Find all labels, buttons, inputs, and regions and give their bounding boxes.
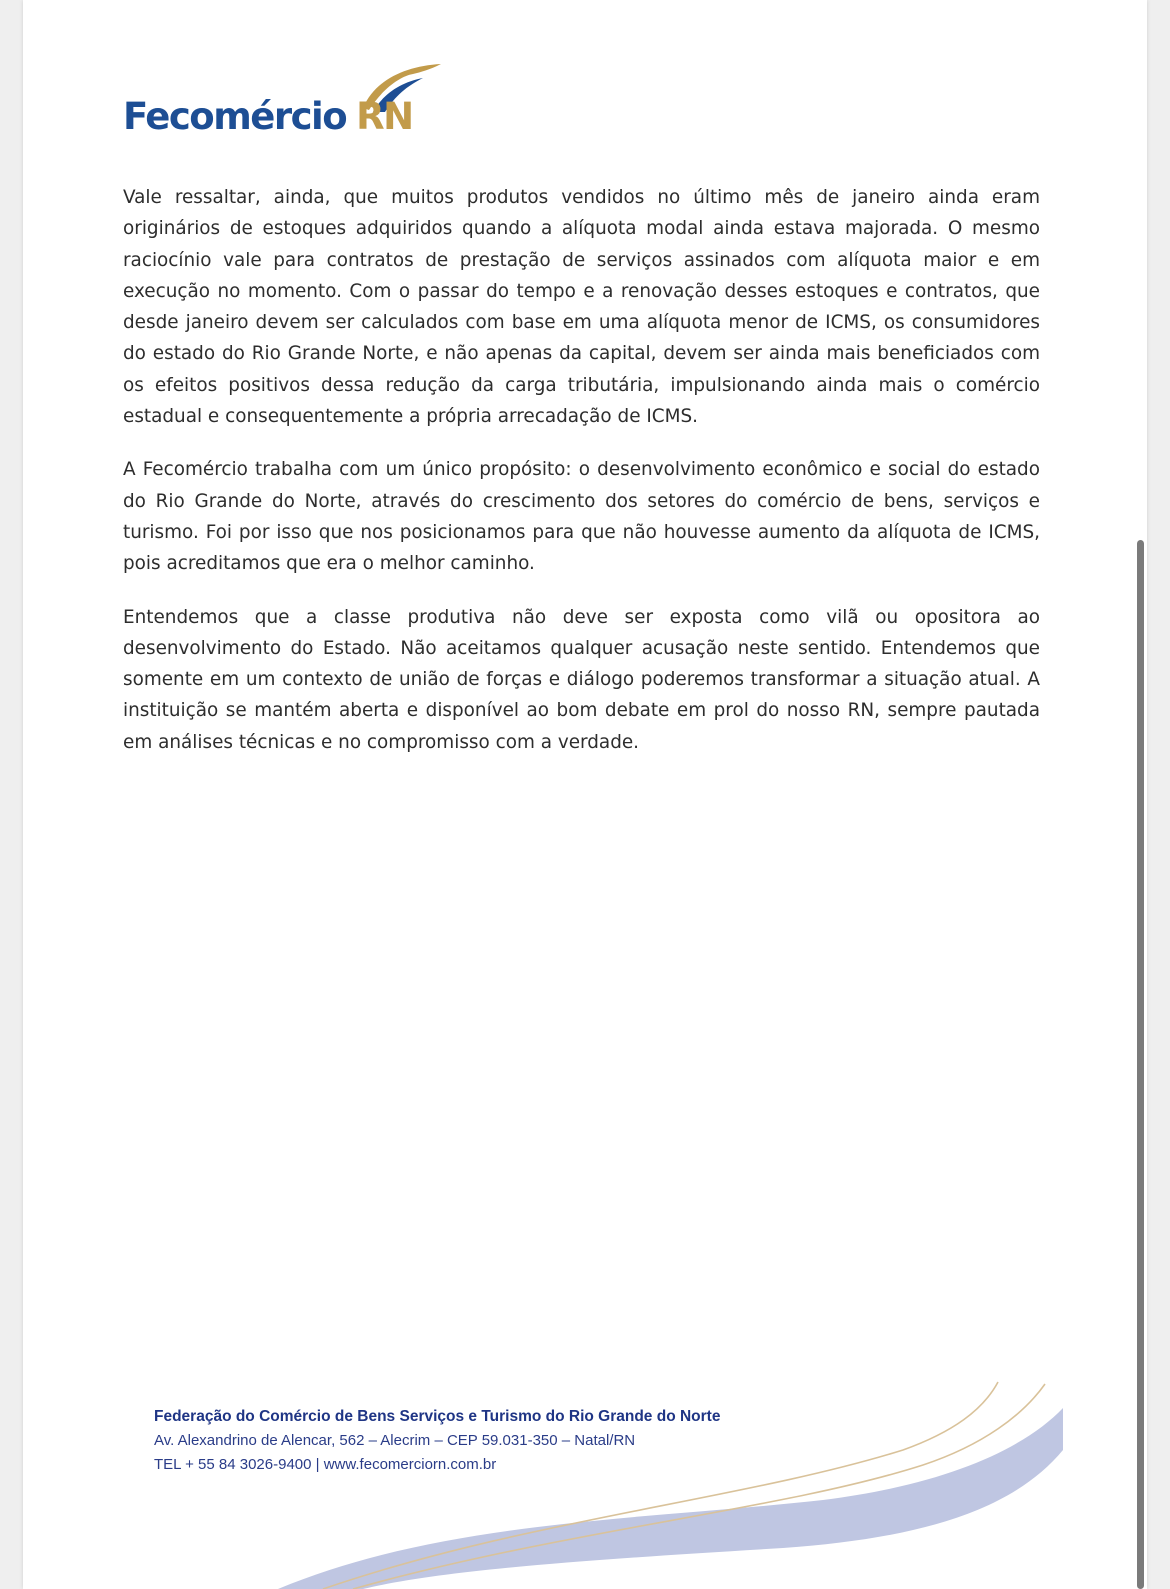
logo-suffix: RN [356,95,413,138]
footer-contact: TEL + 55 84 3026-9400 | www.fecomerciorn.com.br [154,1456,497,1473]
logo-name: Fecomércio [123,95,347,138]
letterhead-footer [154,1405,794,1477]
paragraph: Entendemos que a classe produtiva não deve ser exposta como vilã ou opositora ao desenvolvimento do Estado. Não aceitamos qualquer acusação neste sentido. Entendemos que somente em um contexto de união de forças e diálogo poderemos transformar a situação atual. A instituição se mantém aberta e disponível ao bom debate em prol do nosso RN, sempre pautada em análises técnicas e no compromisso com a verdade. [123,606,1040,753]
paragraph: A Fecomércio trabalha com um único propósito: o desenvolvimento econômico e social do estado do Rio Grande do Norte, através do crescimento dos setores do comércio de bens, serviços e turismo. Foi por isso que nos posicionamos para que não houvesse aumento da alíquota de ICMS, pois acreditamos que era o melhor caminho. [123,459,1040,575]
footer-wave-decoration [23,1370,1147,1589]
footer-address: Av. Alexandrino de Alencar, 562 – Alecrim – CEP 59.031-350 – Natal/RN [154,1432,636,1449]
vertical-scrollbar[interactable] [1137,540,1144,1589]
footer-organization: Federação do Comércio de Bens Serviços e Turismo do Rio Grande do Norte [154,1408,721,1425]
letter-body [123,182,1040,780]
paragraph: Vale ressaltar, ainda, que muitos produtos vendidos no último mês de janeiro ainda eram originários de estoques adquiridos quando a alíquota modal ainda estava majorada. O mesmo raciocínio vale para contratos de prestação de serviços assinados com alíquota maior e em execução no momento. Com o passar do tempo e a renovação desses estoques e contratos, que desde janeiro devem ser calculados com base em uma alíquota menor de ICMS, os consumidores do estado do Rio Grande Norte, e não apenas da capital, devem ser ainda mais beneficiados com os efeitos positivos dessa redução da carga tributária, impulsionando ainda mais o comércio estadual e consequentemente a própria arrecadação de ICMS. [123,187,1040,428]
fecomercio-logo [123,62,453,144]
document-page [23,0,1147,1589]
